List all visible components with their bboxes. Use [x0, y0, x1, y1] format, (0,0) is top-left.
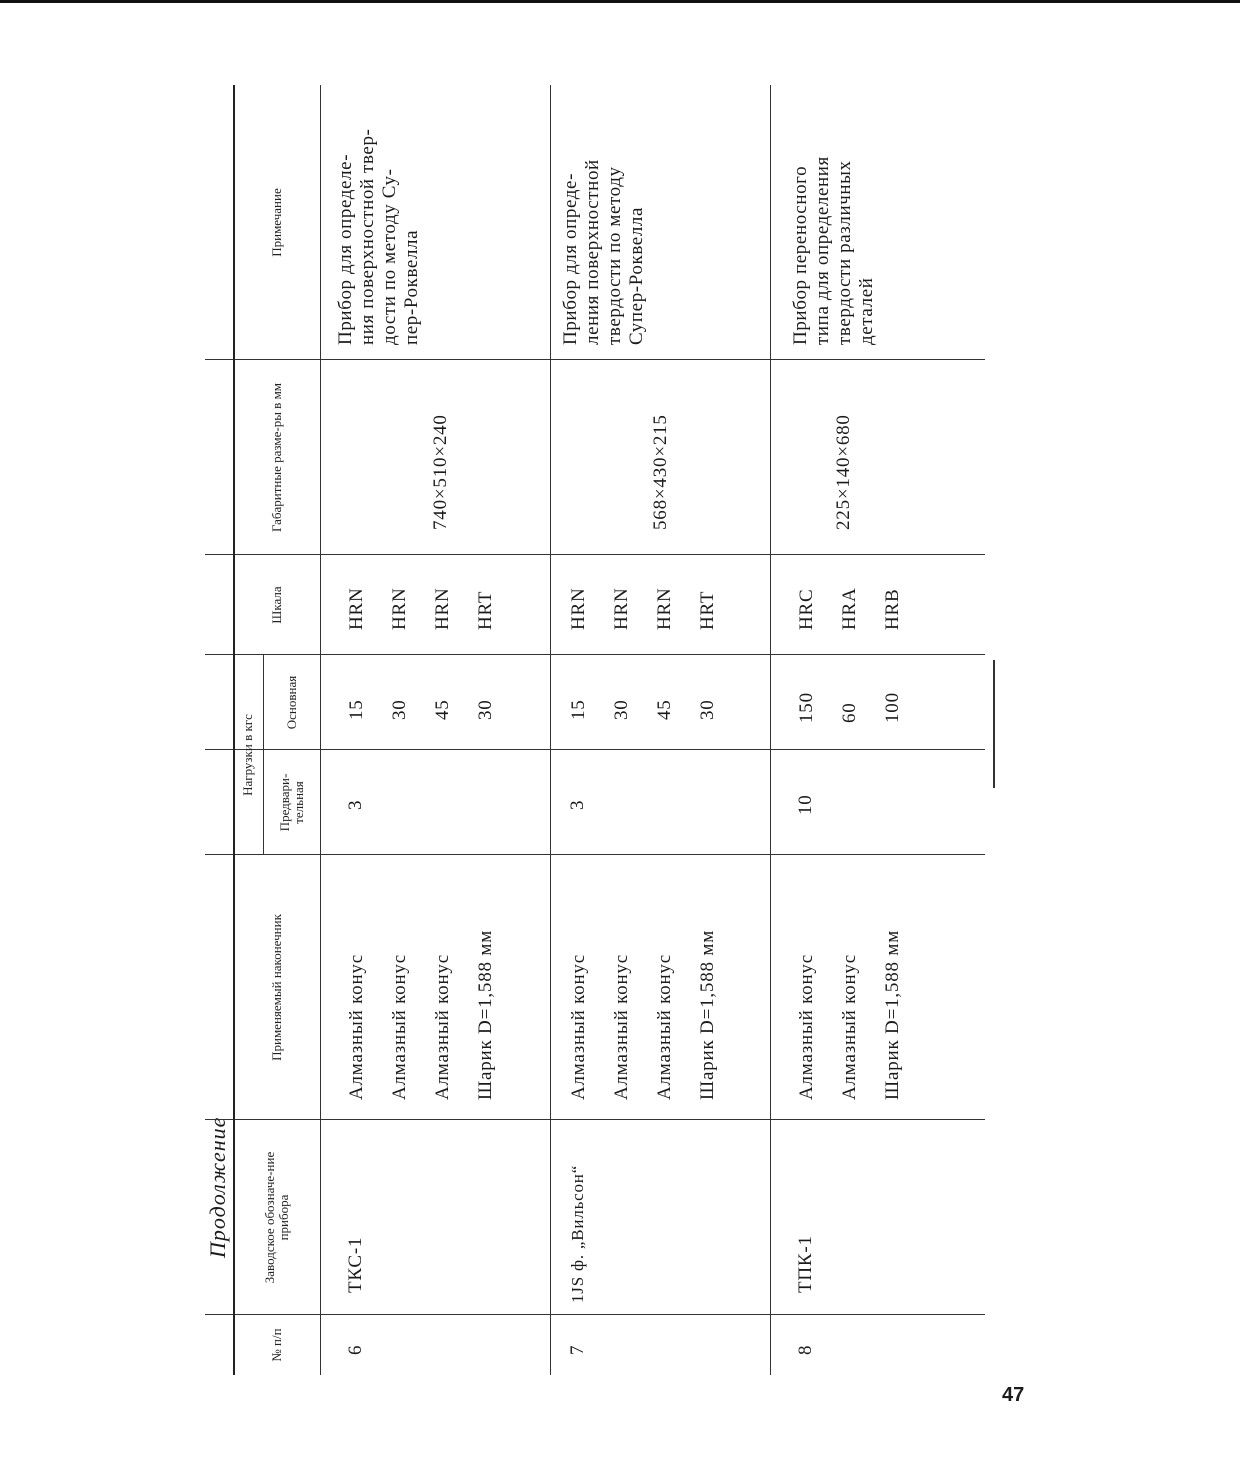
tip-item: Алмазный конус — [796, 954, 817, 1100]
scale-item: HRN — [611, 587, 632, 630]
note-line: Супер-Роквелла — [626, 206, 647, 345]
note-line: ления поверхностной — [582, 159, 603, 345]
tip-item: Шарик D=1,588 мм — [475, 929, 496, 1100]
note-line: деталей — [856, 277, 877, 345]
continued-label: Продолжение — [205, 1116, 230, 1258]
row-separator — [550, 85, 551, 1375]
col-header-scale: Шкала — [268, 586, 284, 624]
row8-main-loads — [785, 692, 914, 723]
main-load: 150 — [796, 692, 817, 723]
row6-dims: 740×510×240 — [430, 414, 451, 530]
main-load: 60 — [839, 702, 860, 723]
row8-num: 8 — [795, 1344, 816, 1355]
scale-item: HRT — [697, 590, 718, 630]
tip-item: Алмазный конус — [839, 954, 860, 1100]
col-header-designation: Заводское обозначе-ние прибора — [261, 1151, 291, 1284]
row8-dims: 225×140×680 — [833, 414, 854, 530]
col-rule — [205, 359, 985, 360]
col-rule — [205, 854, 985, 855]
main-load: 15 — [568, 699, 589, 720]
scale-item: HRN — [654, 587, 675, 630]
row8-tips — [785, 930, 914, 1100]
scale-item: HRN — [568, 587, 589, 630]
scale-item: HRC — [796, 588, 817, 630]
main-load: 30 — [611, 699, 632, 720]
main-load: 100 — [882, 692, 903, 723]
row7-note — [560, 159, 648, 345]
col-rule — [205, 554, 985, 555]
header-bottom-rule — [320, 85, 321, 1375]
col-header-note: Примечание — [268, 188, 284, 257]
row8-designation: ТПК-1 — [795, 1235, 816, 1293]
note-line: пер-Роквелла — [401, 229, 422, 345]
note-line: твердости различных — [834, 160, 855, 345]
tip-item: Шарик D=1,588 мм — [882, 929, 903, 1100]
row6-num: 6 — [345, 1344, 366, 1355]
note-line: Прибор для определе- — [335, 153, 356, 345]
row-separator — [770, 85, 771, 1375]
main-load: 30 — [475, 699, 496, 720]
scale-item: HRT — [475, 590, 496, 630]
row7-tips — [557, 930, 729, 1100]
row7-scales — [557, 587, 729, 630]
scale-item: HRN — [432, 587, 453, 630]
tip-item: Алмазный конус — [568, 954, 589, 1100]
col-header-preload: Предвари-тельная — [276, 773, 306, 832]
col-header-loads: Нагрузки в кгс — [240, 714, 255, 796]
scale-item: HRN — [346, 587, 367, 630]
tip-item: Алмазный конус — [432, 954, 453, 1100]
row7-dims: 568×430×215 — [650, 414, 671, 530]
row8-note — [790, 156, 878, 345]
scale-item: HRN — [389, 587, 410, 630]
col-header-tip: Применяемый наконечник — [268, 914, 284, 1061]
row6-tips — [335, 930, 507, 1100]
top-border — [0, 0, 1240, 3]
page-number: 47 — [1002, 1384, 1025, 1406]
tip-item: Алмазный конус — [611, 954, 632, 1100]
tip-item: Шарик D=1,588 мм — [697, 929, 718, 1100]
note-line: Прибор переносного — [790, 165, 811, 345]
row7-main-loads — [557, 699, 729, 720]
row7-num: 7 — [567, 1344, 588, 1355]
tip-item: Алмазный конус — [346, 954, 367, 1100]
row8-scales — [785, 587, 914, 630]
row6-designation: ТКС-1 — [345, 1236, 366, 1293]
row8-preload: 10 — [795, 794, 816, 815]
main-load: 30 — [697, 699, 718, 720]
col-header-num: № п/п — [268, 1328, 284, 1362]
tip-item: Алмазный конус — [654, 954, 675, 1100]
scale-item: HRA — [839, 587, 860, 630]
note-line: Прибор для опреде- — [560, 172, 581, 345]
main-load: 45 — [432, 699, 453, 720]
note-line: дости по методу Су- — [379, 168, 400, 345]
note-line: типа для определения — [812, 156, 833, 345]
row7-preload: 3 — [567, 799, 588, 810]
col-header-dims: Габаритные разме-ры в мм — [268, 382, 284, 533]
main-load: 15 — [346, 699, 367, 720]
note-line: ния поверхностной твер- — [357, 128, 378, 345]
col-rule — [205, 749, 985, 750]
col-rule — [205, 654, 985, 655]
note-line: твердости по методу — [604, 166, 625, 345]
row6-note — [335, 129, 423, 345]
row6-main-loads — [335, 699, 507, 720]
col-rule — [205, 1119, 985, 1120]
col-rule — [205, 1314, 985, 1315]
main-load: 45 — [654, 699, 675, 720]
col-header-main: Основная — [283, 675, 299, 730]
scale-item: HRB — [882, 588, 903, 630]
side-rule — [993, 660, 995, 788]
row6-preload: 3 — [345, 799, 366, 810]
main-load: 30 — [389, 699, 410, 720]
row7-designation: 1JS ф. „Вильсон“ — [568, 1164, 587, 1303]
rotated-table — [205, 85, 985, 1375]
tip-item: Алмазный конус — [389, 954, 410, 1100]
row6-scales — [335, 587, 507, 630]
